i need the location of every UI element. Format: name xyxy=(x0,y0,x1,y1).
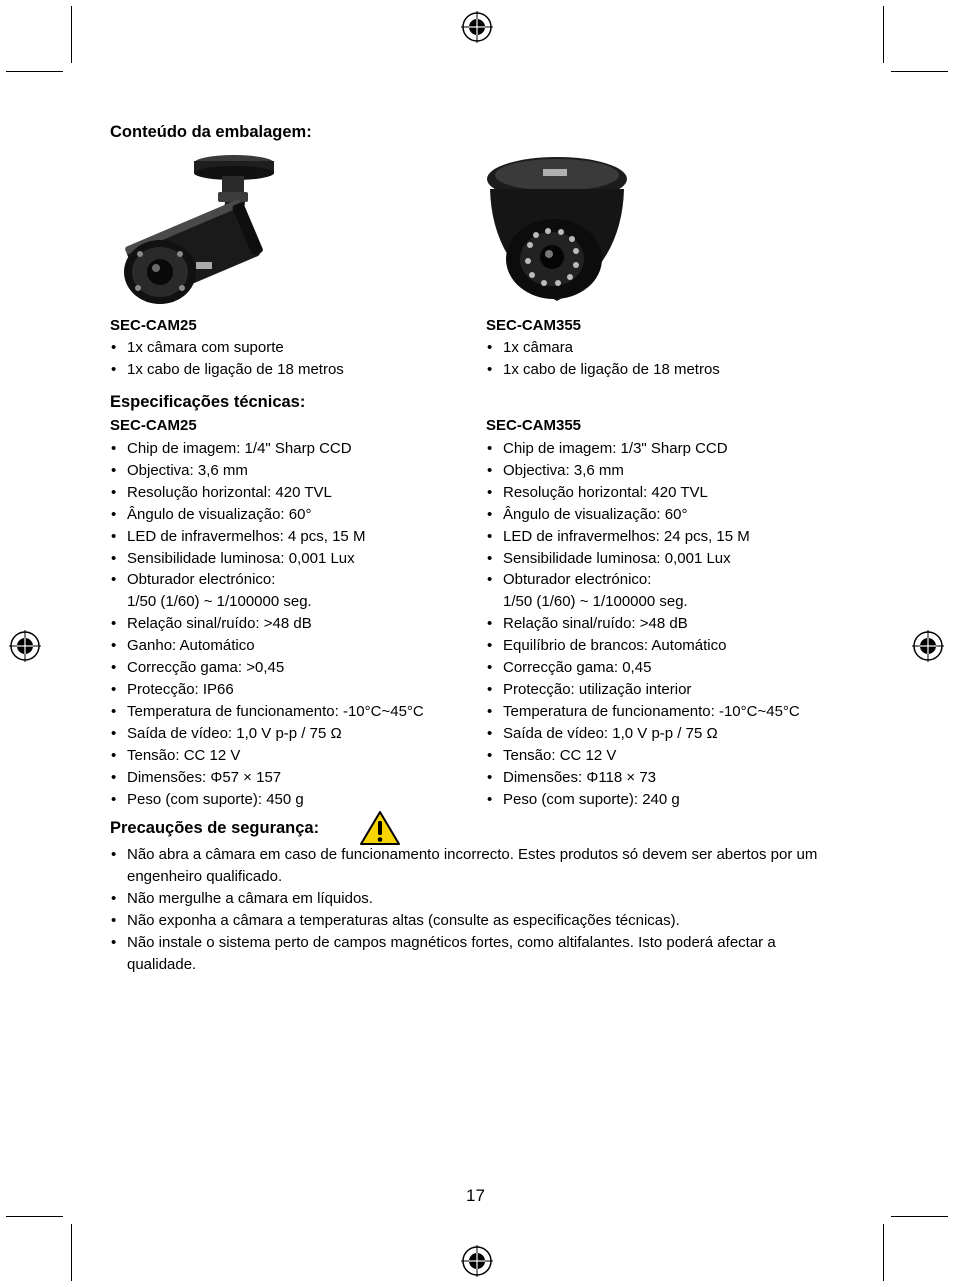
package-right-list xyxy=(486,337,720,381)
list-item: • Peso (com suporte): 450 g xyxy=(110,789,424,811)
list-item-continuation: 1/50 (1/60) ~ 1/100000 seg. xyxy=(127,593,312,611)
package-right-model: SEC-CAM355 xyxy=(486,317,582,334)
list-item: • Objectiva: 3,6 mm xyxy=(486,460,800,482)
list-item: • Correcção gama: 0,45 xyxy=(486,657,800,679)
list-item: • 1x cabo de ligação de 18 metros xyxy=(110,359,344,381)
package-left-model: SEC-CAM25 xyxy=(110,317,197,334)
safety-title: Precauções de segurança: xyxy=(110,819,320,837)
list-item: • Ângulo de visualização: 60° xyxy=(486,504,800,526)
dome-camera-image xyxy=(486,155,630,304)
list-item: • Peso (com suporte): 240 g xyxy=(486,789,800,811)
list-item: • Temperatura de funcionamento: -10°C~45°C xyxy=(110,701,424,723)
specs-left-list xyxy=(110,438,424,810)
list-item: • 1x câmara xyxy=(486,337,720,359)
list-item: • Ângulo de visualização: 60° xyxy=(110,504,424,526)
list-item: • Resolução horizontal: 420 TVL xyxy=(486,482,800,504)
list-item: • Ganho: Automático xyxy=(110,635,424,657)
registration-mark-icon xyxy=(9,630,41,662)
list-item: • Obturador electrónico: xyxy=(110,569,424,591)
list-item: • Saída de vídeo: 1,0 V p-p / 75 Ω xyxy=(486,723,800,745)
list-item: • Não abra a câmara em caso de funcionamento incorrecto. Estes produtos só devem ser abertos por um engenheiro qualificado. xyxy=(110,844,845,888)
list-item: • Saída de vídeo: 1,0 V p-p / 75 Ω xyxy=(110,723,424,745)
specs-left-model: SEC-CAM25 xyxy=(110,417,197,434)
list-item: • LED de infravermelhos: 24 pcs, 15 M xyxy=(486,526,800,548)
list-item: • Protecção: IP66 xyxy=(110,679,424,701)
list-item: • Chip de imagem: 1/3" Sharp CCD xyxy=(486,438,800,460)
list-item: • Resolução horizontal: 420 TVL xyxy=(110,482,424,504)
list-item: • Correcção gama: >0,45 xyxy=(110,657,424,679)
list-item: • Chip de imagem: 1/4" Sharp CCD xyxy=(110,438,424,460)
specs-right-model: SEC-CAM355 xyxy=(486,417,582,434)
bullet-camera-image xyxy=(110,154,277,311)
list-item: • Não exponha a câmara a temperaturas altas (consulte as especificações técnicas). xyxy=(110,910,845,932)
list-item: • Relação sinal/ruído: >48 dB xyxy=(486,613,800,635)
package-left-list xyxy=(110,337,344,381)
list-item: • Sensibilidade luminosa: 0,001 Lux xyxy=(110,548,424,570)
list-item: • Tensão: CC 12 V xyxy=(110,745,424,767)
warning-triangle-icon xyxy=(359,810,401,846)
list-item: • Protecção: utilização interior xyxy=(486,679,800,701)
list-item: • 1x cabo de ligação de 18 metros xyxy=(486,359,720,381)
registration-mark-icon xyxy=(461,1245,493,1277)
list-item: • Não instale o sistema perto de campos magnéticos fortes, como altifalantes. Isto poderá afectar a qualidade. xyxy=(110,932,845,976)
list-item: • Temperatura de funcionamento: -10°C~45°C xyxy=(486,701,800,723)
safety-list xyxy=(110,844,845,975)
page-number: 17 xyxy=(466,1186,485,1205)
list-item: • Dimensões: Φ57 × 157 xyxy=(110,767,424,789)
list-item: • Relação sinal/ruído: >48 dB xyxy=(110,613,424,635)
list-item: • Objectiva: 3,6 mm xyxy=(110,460,424,482)
list-item: • Não mergulhe a câmara em líquidos. xyxy=(110,888,845,910)
list-item: • Obturador electrónico: xyxy=(486,569,800,591)
list-item: • Sensibilidade luminosa: 0,001 Lux xyxy=(486,548,800,570)
list-item: • Tensão: CC 12 V xyxy=(486,745,800,767)
registration-mark-icon xyxy=(461,11,493,43)
list-item: • LED de infravermelhos: 4 pcs, 15 M xyxy=(110,526,424,548)
specs-title: Especificações técnicas: xyxy=(110,393,306,411)
list-item: • Dimensões: Φ118 × 73 xyxy=(486,767,800,789)
specs-right-list xyxy=(486,438,800,810)
registration-mark-icon xyxy=(912,630,944,662)
package-contents-title: Conteúdo da embalagem: xyxy=(110,123,312,141)
list-item: • 1x câmara com suporte xyxy=(110,337,344,359)
list-item-continuation: 1/50 (1/60) ~ 1/100000 seg. xyxy=(503,593,688,611)
list-item: • Equilíbrio de brancos: Automático xyxy=(486,635,800,657)
